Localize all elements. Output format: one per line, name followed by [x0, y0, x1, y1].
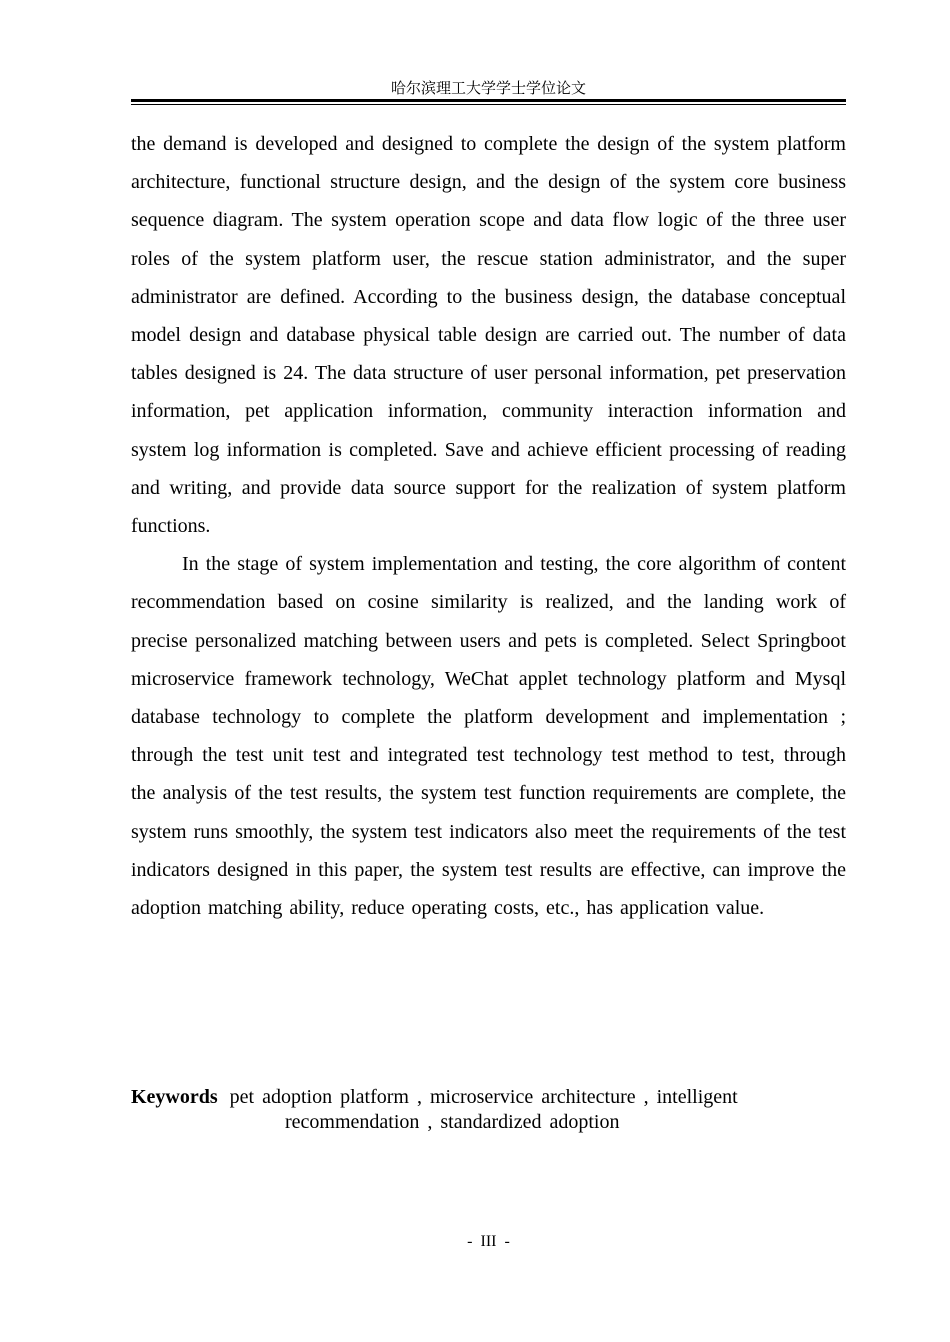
header-rule-thin [131, 104, 846, 105]
running-header: 哈尔滨理工大学学士学位论文 [390, 79, 586, 97]
header-rule-thick [131, 99, 846, 102]
keywords-block [131, 1085, 846, 1135]
keywords-label: Keywords [131, 1086, 218, 1108]
page-number: - III - [467, 1233, 510, 1250]
keywords-line-1: pet adoption platform , microservice architecture , intelligent [229, 1086, 738, 1108]
keywords-line-2: recommendation , standardized adoption [285, 1111, 620, 1133]
abstract-body [131, 125, 846, 927]
paragraph-implementation: In the stage of system implementation and testing, the core algorithm of content recommendation based on cosine similarity is realized, and the landing work of precise personalized matching between users and pets is completed. Select Springboot microservice framework technology, WeChat applet technology platform and Mysql database technology to complete the platform development and implementation ; through the test unit test and integrated test technology test method to test, through the analysis of the test results, the system test function requirements are complete, the system runs smoothly, the system test indicators also meet the requirements of the test indicators designed in this paper, the system test results are effective, can improve the adoption matching ability, reduce operating costs, etc., has application value. [131, 553, 846, 920]
paragraph-continued: the demand is developed and designed to complete the design of the system platform architecture, functional structure design, and the design of the system core business sequence diagram. The system operation scope and data flow logic of the three user roles of the system platform user, the rescue station administrator, and the super administrator are defined. According to the business design, the database conceptual model design and database physical table design are carried out. The number of data tables designed is 24. The data structure of user personal information, pet preservation information, pet application information, community interaction information and system log information is completed. Save and achieve efficient processing of reading and writing, and provide data source support for the realization of system platform functions. [131, 133, 846, 538]
